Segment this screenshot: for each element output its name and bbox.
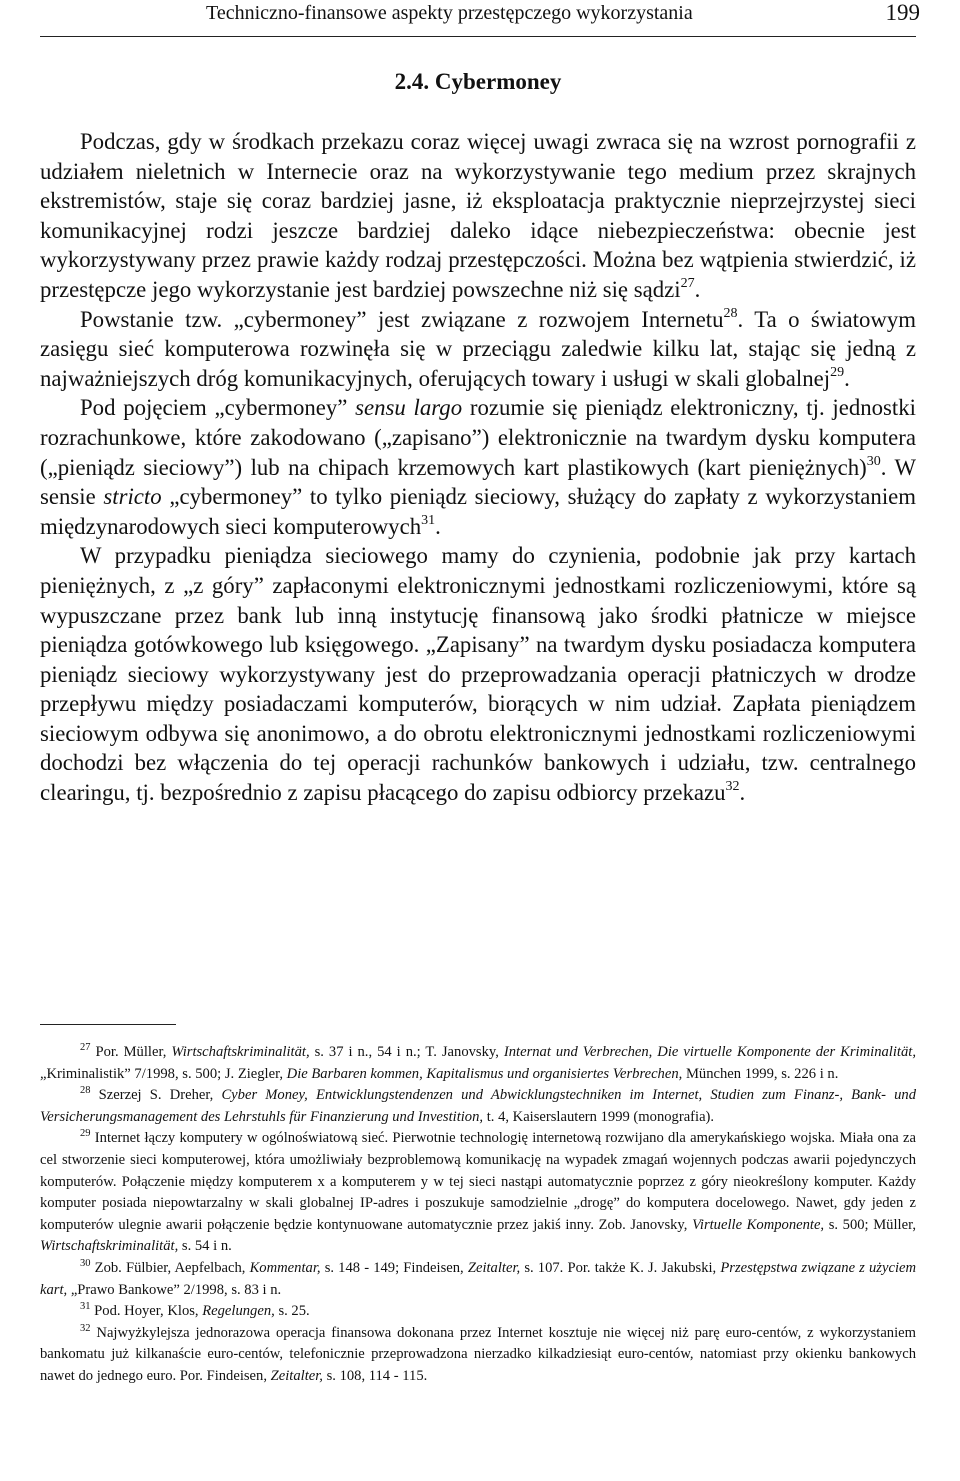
- footnote-number: 28: [80, 1085, 91, 1097]
- paragraph-3-text-d: „cybermoney” to tylko pieniądz sieciowy, służący do zapłaty z wykorzystaniem międzynarodowych sieci komputerowych: [40, 484, 917, 539]
- footnote-title: Kommentar,: [249, 1259, 321, 1276]
- footnote-text: Por. Müller,: [95, 1044, 167, 1060]
- footnote-28: [40, 1085, 916, 1128]
- footnote-title: Die Barbaren kommen, Kapitalismus und organisiertes Verbrechen,: [286, 1065, 683, 1082]
- footnote-30: [40, 1258, 916, 1301]
- footnote-title: Cyber Money, Entwicklungstendenzen und Abwicklungstechniken im Internet, Studien zum Finanz-, Bank- und Versicherungsmanagement des Lehrstuhls für Finanzierung und Investition,: [40, 1087, 917, 1125]
- paragraph-2-end: .: [844, 365, 850, 391]
- paragraph-1-end: .: [694, 276, 701, 302]
- main-text: [40, 127, 916, 808]
- footnote-number: 29: [80, 1128, 91, 1140]
- paragraph-2-text-b: . Ta o światowym zasięgu sieć komputerowa rozwinęła się w przeciągu zaledwie kilku lat, stając się jedną z najważniejszych dróg komunikacyjnych, oferujących towary i usługi w skali globalnej: [40, 306, 916, 391]
- footnote-title: Przestępstwa związane z użyciem kart,: [40, 1259, 917, 1298]
- paragraph-3: [40, 393, 916, 541]
- footnote-number: 27: [80, 1042, 91, 1053]
- footnote-29: [40, 1128, 916, 1258]
- footnote-title: Virtuelle Komponente,: [692, 1216, 825, 1233]
- paragraph-3-text-c: . W sensie: [40, 454, 916, 510]
- footnote-ref-29[interactable]: 29: [830, 364, 845, 380]
- paragraph-4-end: .: [739, 780, 746, 806]
- paragraph-1: [40, 127, 916, 305]
- footnote-number: 30: [80, 1257, 91, 1269]
- footnote-text: s. 148 - 149; Findeisen,: [324, 1259, 464, 1276]
- term-sensu-largo: sensu largo: [355, 395, 463, 421]
- footnote-text: s. 500; Müller,: [828, 1216, 916, 1233]
- paragraph-3-text-b: rozumie się pieniądz elektroniczny, tj. jednostki rozrachunkowe, które zakodowano („zapisano”) elektronicznie na twardym dysku komputera („pieniądz sieciowy”) lub na chipach krzemowych kart plastikowych (kart pieniężnych): [40, 395, 916, 480]
- footnote-text: s. 25.: [278, 1303, 310, 1320]
- footnote-title: Internat und Verbrechen, Die virtuelle Komponente der Kriminalität,: [503, 1044, 916, 1060]
- footnote-ref-31[interactable]: 31: [421, 512, 436, 528]
- footnote-31: [40, 1301, 916, 1323]
- footnote-text: Najwyżkylejsza jednorazowa operacja finansowa dokonana przez Internet kosztuje nie więcej niż parę euro-centów, z wykorzystaniem bankomatu już kilkanaście euro-centów, telefonicznie przeprowadzona nierzadko kilkadziesiąt euro-centów, natomiast przy okienku bankowych nawet do jednego euro. Por. Findeisen,: [40, 1324, 916, 1384]
- footnote-text: „Kriminalistik” 7/1998, s. 500; J. Ziegler,: [40, 1065, 284, 1082]
- footnote-ref-30[interactable]: 30: [866, 453, 881, 469]
- footnote-text: s. 37 i n., 54 i n.; T. Janovsky,: [314, 1044, 499, 1060]
- paragraph-3-end: .: [435, 513, 441, 539]
- footnote-27: [40, 1042, 916, 1085]
- footnote-text: Internet łączy komputery w ogólnoświatową sieć. Pierwotnie technologię internetową rozwijano dla amerykańskiego wojska. Miała ona za cel stworzenie sieci komputerowej, która umożliwiały bezproblemową komunikację na wypadek zmagań wojennych podczas awarii pojedynczych komputerów. Połączenie między komputerem x a komputerem y w tej sieci nastąpi automatycznie poprzez z góry nieokreślony komputer. Każdy komputer posiada niepowtarzalny w skali globalnej IP-adres i poszukuje samodzielnie „drogę” do komputera docelowego. Nawet, gdy jeden z komputerów ulegnie awarii połączenie będzie kontynuowane automatycznie przez jakiś inny. Zob. Janovsky,: [40, 1130, 916, 1233]
- paragraph-4: [40, 541, 916, 807]
- footnote-title: Wirtschaftskriminalität,: [40, 1238, 179, 1255]
- footnotes: [40, 1042, 916, 1388]
- footnote-title: Wirtschaftskriminalität,: [171, 1044, 310, 1060]
- footnote-32: [40, 1323, 916, 1388]
- footnote-divider: [40, 1024, 176, 1025]
- footnote-text: t. 4, Kaiserslautern 1999 (monografia).: [486, 1108, 715, 1125]
- footnote-text: „Prawo Bankowe” 2/1998, s. 83 i n.: [70, 1281, 282, 1298]
- footnote-ref-32[interactable]: 32: [725, 779, 740, 795]
- footnote-text: Pod. Hoyer, Klos,: [94, 1303, 199, 1320]
- paragraph-2-text-a: Powstanie tzw. „cybermoney” jest związane z rozwojem Internetu: [80, 306, 724, 332]
- running-header-title: Techniczno-finansowe aspekty przestępczego wykorzystania: [206, 2, 693, 24]
- footnote-text: s. 108, 114 - 115.: [326, 1367, 428, 1384]
- footnote-title: Zeitalter,: [270, 1367, 323, 1384]
- page-number: 199: [885, 0, 920, 25]
- footnote-title: Zeitalter,: [467, 1259, 521, 1276]
- footnote-text: Zob. Fülbier, Aepfelbach,: [94, 1259, 246, 1276]
- footnote-number: 31: [80, 1301, 91, 1313]
- footnote-ref-28[interactable]: 28: [723, 305, 738, 321]
- running-header: [40, 0, 920, 37]
- term-stricto: stricto: [103, 484, 162, 510]
- paragraph-4-text: W przypadku pieniądza sieciowego mamy do czynienia, podobnie jak przy kartach pieniężnych, z „z góry” zapłaconymi elektronicznymi jednostkami rozliczeniowymi, które są wypuszczane przez bank lub inną instytucję finansową jako środki płatnicze w miejsce pieniądza gotówkowego lub księgowego. „Zapisany” na twardym dysku posiadacza komputera pieniądz sieciowy wykorzystywany jest do przeprowadzania operacji płatniczych w drodze przepływu między posiadaczami komputerów, biorących w nim udział. Zapłata pieniądzem sieciowym odbywa się anonimowo, a do obrotu elektronicznymi jednostkami rozliczeniowymi dochodzi bez włączenia do tej operacji rachunków bankowych i udziału, tzw. centralnego clearingu, tj. bezpośrednio z zapisu płacącego do zapisu odbiorcy przekazu: [40, 543, 916, 806]
- footnote-ref-27[interactable]: 27: [680, 275, 695, 291]
- paragraph-2: [40, 305, 916, 394]
- paragraph-3-text-a: Pod pojęciem „cybermoney”: [80, 395, 348, 421]
- footnote-text: s. 54 i n.: [181, 1238, 232, 1255]
- footnote-text: München 1999, s. 226 i n.: [685, 1065, 839, 1082]
- section-heading: 2.4. Cybermoney: [394, 69, 562, 94]
- footnote-text: s. 107. Por. także K. J. Jakubski,: [524, 1259, 717, 1276]
- footnote-text: Szerzej S. Dreher,: [98, 1087, 214, 1104]
- paragraph-1-text: Podczas, gdy w środkach przekazu coraz więcej uwagi zwraca się na wzrost pornografii z udziałem nieletnich w Internecie oraz na wykorzystywanie tego medium przez skrajnych ekstremistów, staje się coraz bardziej jasne, iż eksploatacja praktycznie nieprzejrzystej sieci komunikacyjnej rodzi jeszcze bardziej daleko idące niebezpieczeństwa: obecnie jest wykorzystywany przez prawie każdy rodzaj przestępczości. Można bez wątpienia stwierdzić, iż przestępcze jego wykorzystanie jest bardziej powszechne niż się sądzi: [40, 129, 916, 302]
- footnote-number: 32: [80, 1322, 91, 1334]
- footnote-title: Regelungen,: [202, 1303, 275, 1320]
